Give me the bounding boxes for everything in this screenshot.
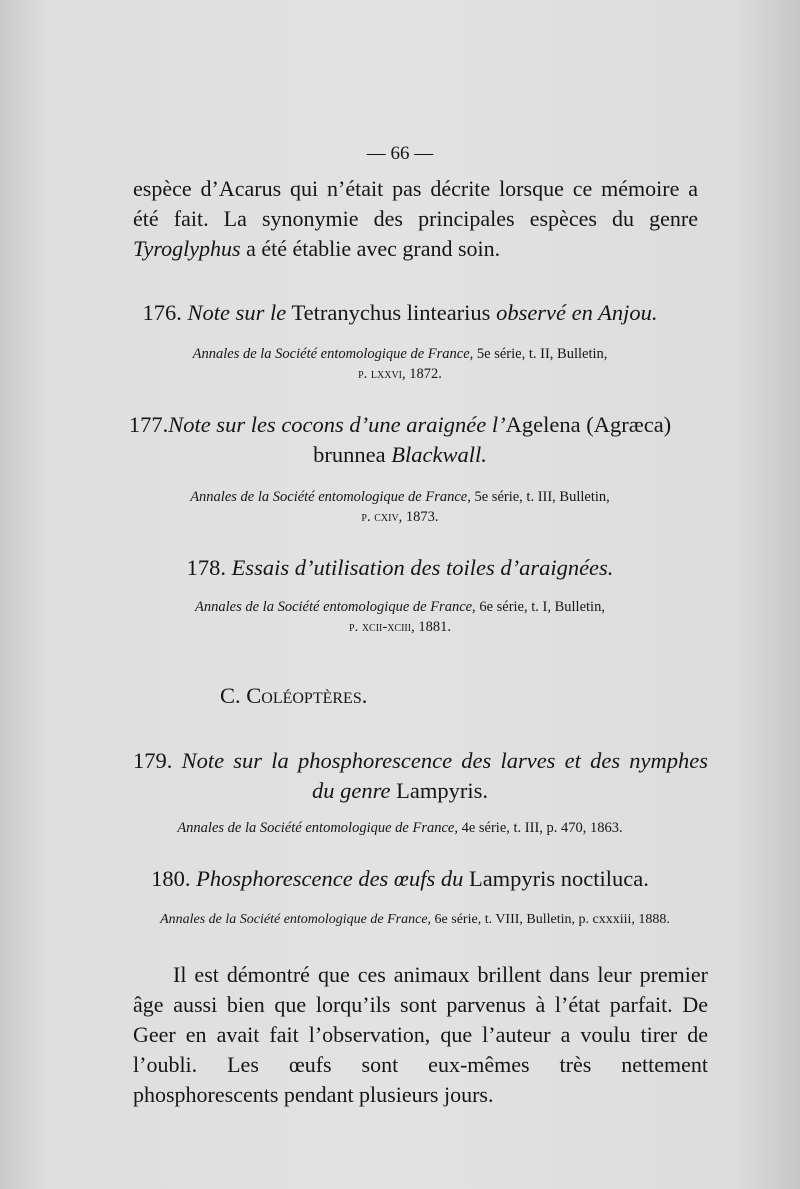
entry-178-number: 178. [186, 555, 226, 580]
entry-180-title-part: Lampyris noctiluca. [463, 866, 649, 891]
entry-179-ref-series: 4e série, t. III, p. 470, 1863. [457, 820, 623, 836]
entry-177-title-part: brunnea [313, 442, 392, 467]
entry-176-title-part: observé en Anjou. [496, 300, 658, 325]
entry-178-ref-series: 6e série, t. I, Bulletin, [475, 599, 605, 615]
entry-177-ref-pages: p. cxiv, 1873. [361, 509, 439, 525]
entry-177-reference [100, 487, 700, 527]
entry-180-ref-series: 6e série, t. VIII, Bulletin, p. cxxxiii, 1888. [431, 912, 670, 927]
entry-179-ref-journal: Annales de la Société entomologique de France, [177, 820, 458, 836]
entry-178-reference [100, 597, 700, 637]
entry-180-ref-journal: Annales de la Société entomologique de France, [160, 912, 432, 927]
page-number: — 66 — [366, 143, 434, 164]
entry-177-title-part: Agelena (Agræca) [505, 412, 672, 437]
entry-180-title-part: Phosphorescence des œufs du [196, 866, 464, 891]
entry-176-title-part: Note sur le [187, 300, 287, 325]
intro-text-2: a été établie avec grand soin. [240, 236, 501, 261]
entry-180-title [60, 864, 740, 894]
entry-176-number: 176. [142, 300, 182, 325]
entry-179-title-part: Lampyris. [390, 778, 488, 803]
intro-paragraph [133, 174, 698, 264]
entry-177-ref-journal: Annales de la Société entomologique de France, [190, 489, 471, 505]
entry-179-reference [80, 818, 720, 838]
entry-176-ref-series: 5e série, t. II, Bulletin, [473, 346, 608, 362]
entry-176-ref-pages: p. lxxvi, 1872. [358, 366, 442, 382]
intro-text-1: espèce d’Acarus qui n’était pas décrite lorsque ce mémoire a été fait. La synonymie des principales espèces du genre [133, 176, 698, 231]
entry-178-title-part: Essais d’utilisation des toiles d’araignées. [231, 555, 614, 580]
entry-178-title [60, 553, 740, 583]
entry-177-title-part: Blackwall. [391, 442, 487, 467]
entry-176-ref-journal: Annales de la Société entomologique de France, [192, 346, 474, 362]
entry-180-reference [110, 910, 720, 930]
entry-177-ref-series: 5e série, t. III, Bulletin, [470, 489, 610, 505]
entry-176-title [60, 298, 740, 328]
section-letter: C. [220, 683, 241, 708]
section-heading [220, 681, 367, 711]
intro-italic-genus: Tyroglyphus [133, 236, 241, 261]
section-title: Coléoptères. [246, 683, 368, 708]
entry-180-number: 180. [151, 866, 191, 891]
entry-179-title-line2 [60, 776, 740, 806]
entry-179-title-part: du genre [311, 778, 391, 803]
body-paragraph: Il est démontré que ces animaux brillent dans leur premier âge aussi bien que lorqu’ils sont parvenus à l’état parfait. De Geer en avait fait l’observation, que l’auteur a voulu tirer de l’oubli. Les œufs sont eux-mêmes très nettement phosphorescents pendant plusieurs jours. [133, 962, 708, 1107]
entry-179-title-text: Note sur la phosphorescence des larves et des nymphes [181, 748, 709, 773]
entry-177-title [60, 410, 740, 470]
entry-177-number: 177. [128, 412, 169, 437]
entry-178-ref-journal: Annales de la Société entomologique de France, [195, 599, 476, 615]
entry-177-title-part: Note sur les cocons d’une araignée l’ [168, 412, 506, 437]
entry-179-title-line1 [133, 746, 708, 776]
entry-179-number: 179. [133, 748, 173, 773]
entry-176-reference [100, 344, 700, 384]
entry-178-ref-pages: p. xcii-xciii, 1881. [349, 619, 451, 635]
entry-176-title-part: Tetranychus lintearius [286, 300, 497, 325]
